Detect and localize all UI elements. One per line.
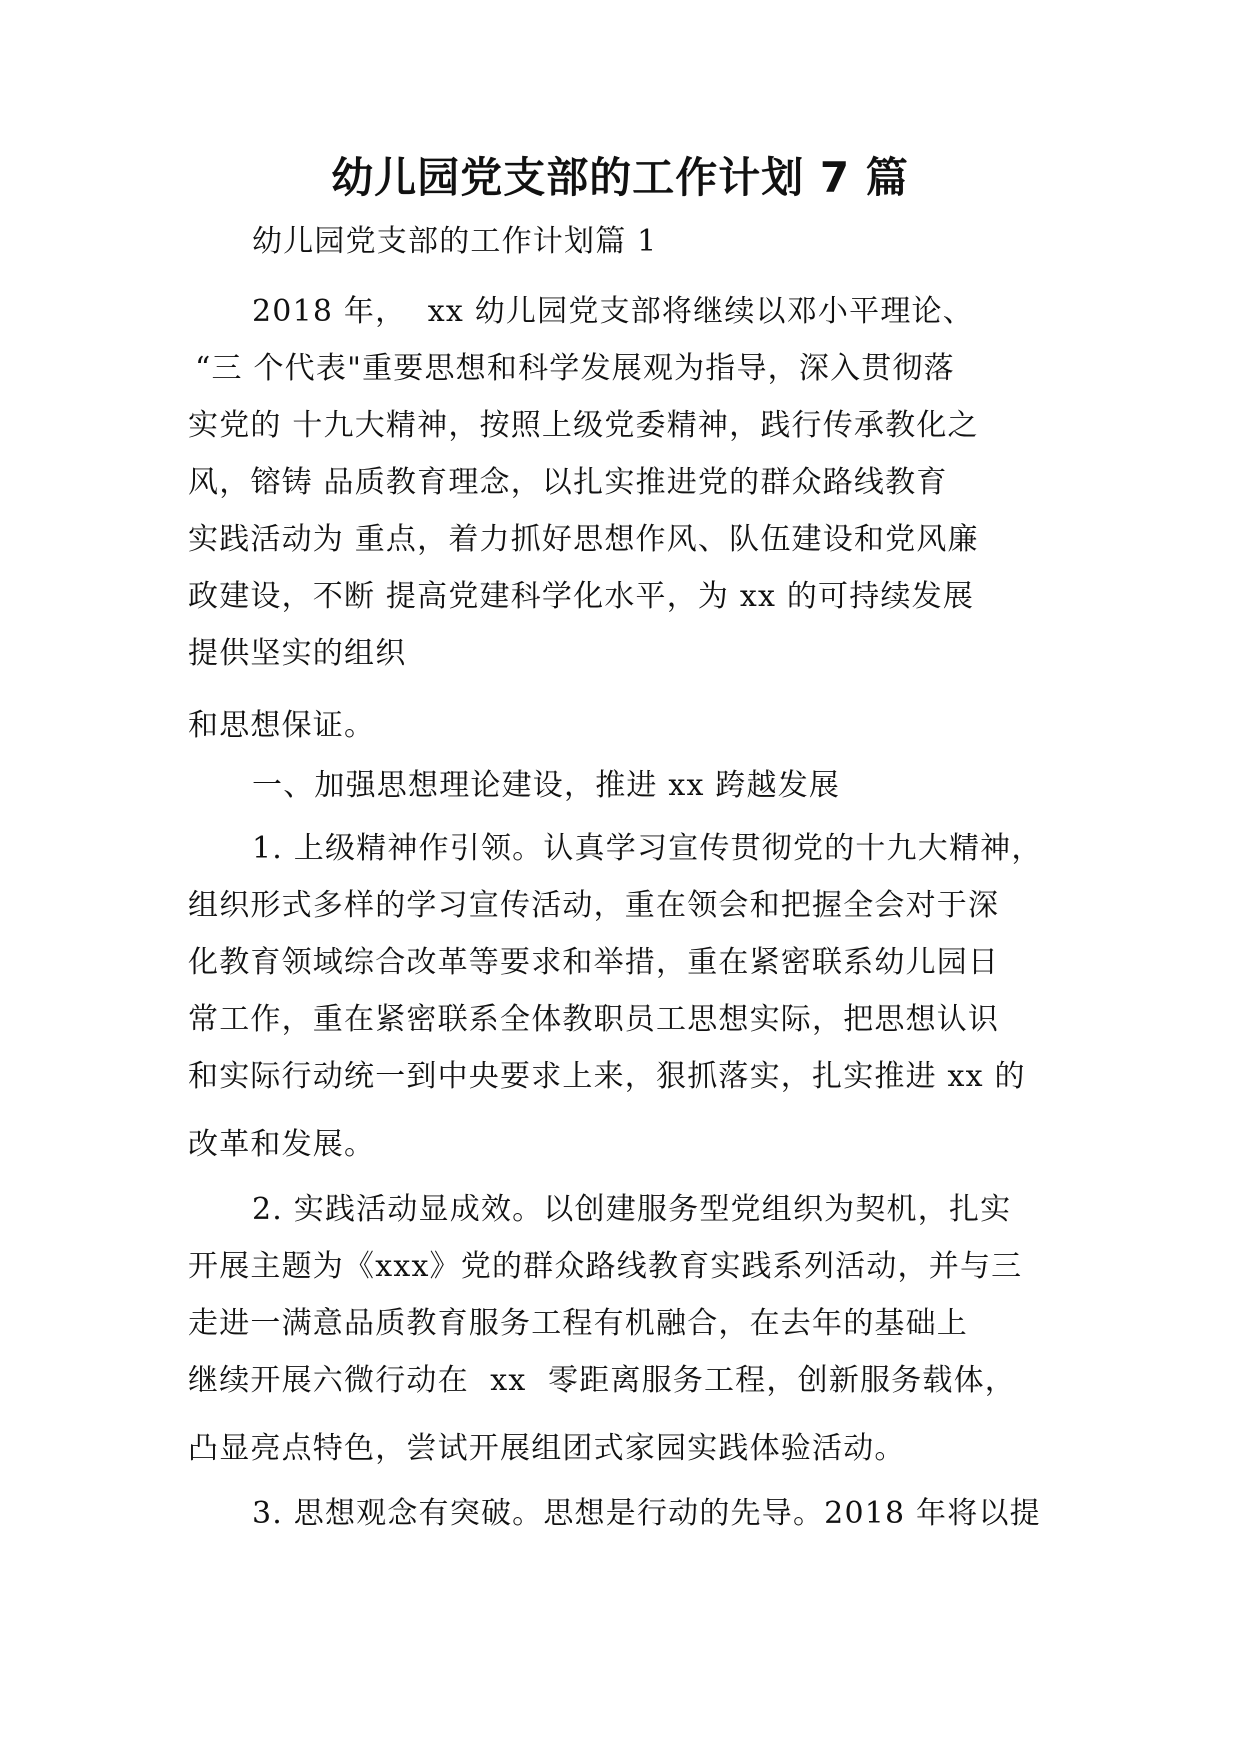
document-subtitle: 幼儿园党支部的工作计划篇 1 bbox=[252, 224, 658, 259]
paragraph-line: 和思想保证。 bbox=[188, 708, 376, 743]
paragraph-line: 走进一满意品质教育服务工程有机融合，在去年的基础上 bbox=[188, 1306, 968, 1341]
paragraph-line: 风，镕铸 品质教育理念，以扎实推进党的群众路线教育 bbox=[188, 465, 948, 500]
paragraph-line: 和实际行动统一到中央要求上来，狠抓落实，扎实推进 xx 的 bbox=[188, 1059, 1026, 1094]
paragraph-line: 化教育领域综合改革等要求和举措，重在紧密联系幼儿园日 bbox=[188, 945, 1000, 980]
section-heading: 一、加强思想理论建设，推进 xx 跨越发展 bbox=[252, 768, 841, 803]
paragraph-line: 开展主题为《xxx》党的群众路线教育实践系列活动，并与三 bbox=[188, 1249, 1023, 1284]
paragraph-line: 政建设，不断 提高党建科学化水平，为 xx 的可持续发展 bbox=[188, 579, 975, 614]
paragraph-line: 2018 年， xx 幼儿园党支部将继续以邓小平理论、 bbox=[252, 294, 974, 329]
paragraph-line: 3. 思想观念有突破。思想是行动的先导。2018 年将以提 bbox=[252, 1496, 1041, 1531]
paragraph-line: 常工作，重在紧密联系全体教职员工思想实际，把思想认识 bbox=[188, 1002, 1000, 1037]
paragraph-line: 1. 上级精神作引领。认真学习宣传贯彻党的十九大精神， bbox=[252, 831, 1043, 866]
paragraph-line: 组织形式多样的学习宣传活动，重在领会和把握全会对于深 bbox=[188, 888, 1000, 923]
paragraph-line: 凸显亮点特色，尝试开展组团式家园实践体验活动。 bbox=[188, 1431, 906, 1466]
paragraph-line: 实践活动为 重点，着力抓好思想作风、队伍建设和党风廉 bbox=[188, 522, 979, 557]
document-title: 幼儿园党支部的工作计划 7 篇 bbox=[331, 153, 909, 202]
paragraph-line: 实党的 十九大精神，按照上级党委精神，践行传承教化之 bbox=[188, 408, 979, 443]
paragraph-line: “三 个代表"重要思想和科学发展观为指导，深入贯彻落 bbox=[195, 351, 955, 386]
paragraph-line: 提供坚实的组织 bbox=[188, 636, 407, 671]
paragraph-line: 改革和发展。 bbox=[188, 1127, 376, 1162]
paragraph-line: 2. 实践活动显成效。以创建服务型党组织为契机，扎实 bbox=[252, 1192, 1012, 1227]
paragraph-line: 继续开展六微行动在 xx 零距离服务工程，创新服务载体， bbox=[188, 1363, 1016, 1398]
